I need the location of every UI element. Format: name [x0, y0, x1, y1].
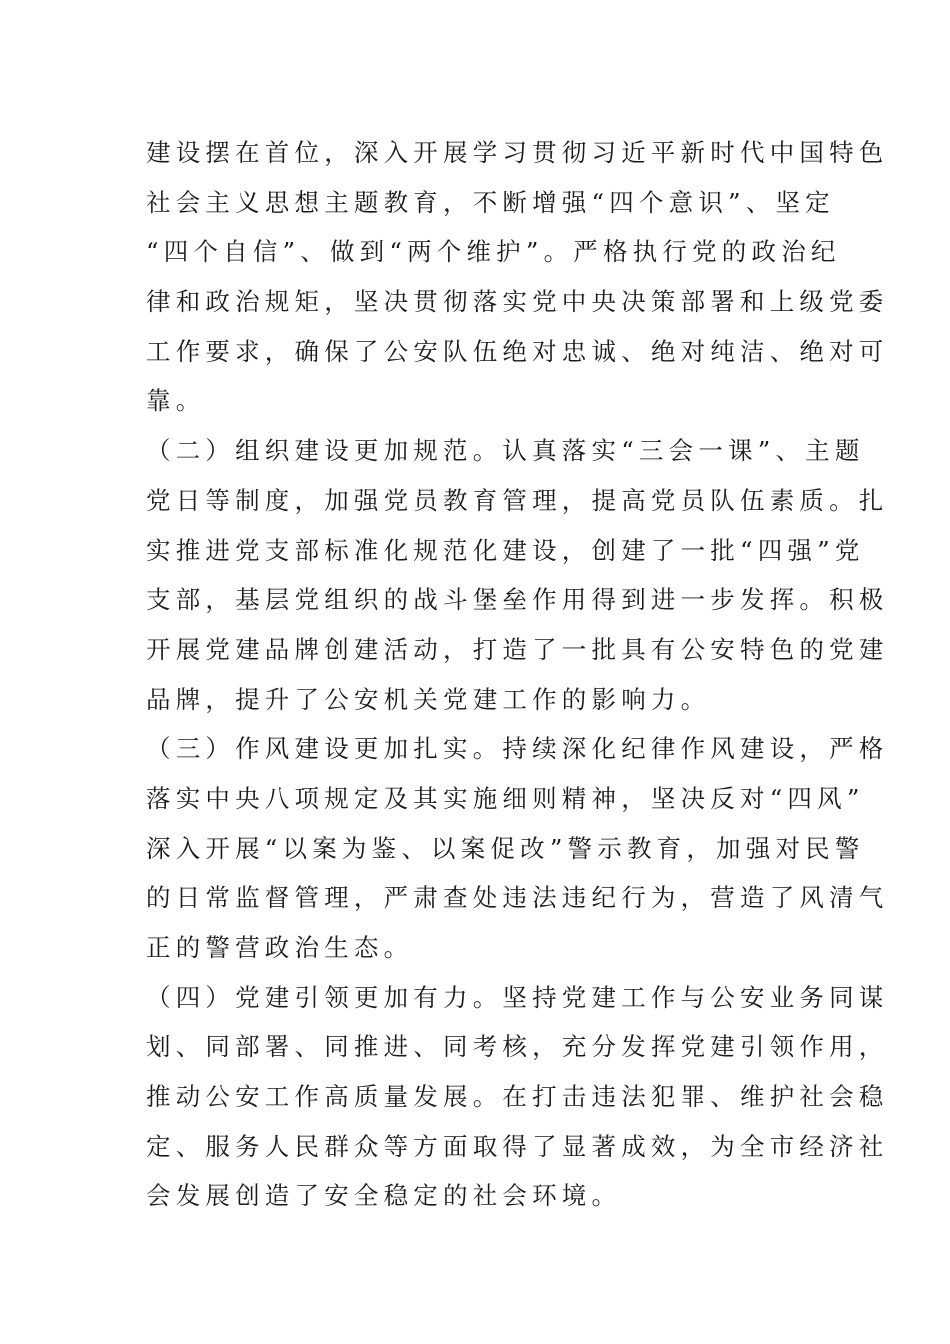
text-line-2: 社会主义思想主题教育，不断增强“四个意识”、坚定: [146, 187, 835, 217]
text-line-15: 深入开展“以案为鉴、以案促改”警示教育，加强对民警: [146, 833, 865, 863]
text-line-10: 支部，基层党组织的战斗堡垒作用得到进一步发挥。积极: [146, 585, 889, 615]
text-line-13: （三）作风建设更加扎实。持续深化纪律作风建设，严格: [146, 734, 889, 764]
text-line-20: 推动公安工作高质量发展。在打击违法犯罪、维护社会稳: [146, 1082, 889, 1112]
text-line-17: 正的警营政治生态。: [146, 933, 414, 962]
text-line-19: 划、同部署、同推进、同考核，充分发挥党建引领作用，: [146, 1032, 889, 1062]
text-line-4: 律和政治规矩，坚决贯彻落实党中央决策部署和上级党委: [146, 287, 889, 317]
document-body: [146, 128, 889, 1221]
text-line-11: 开展党建品牌创建活动，打造了一批具有公安特色的党建: [146, 634, 889, 664]
text-line-6: 靠。: [146, 386, 206, 416]
text-line-16: 的日常监督管理，严肃查处违法违纪行为，营造了风清气: [146, 883, 889, 913]
text-line-8: 党日等制度，加强党员教育管理，提高党员队伍素质。扎: [146, 485, 889, 515]
text-line-12: 品牌，提升了公安机关党建工作的影响力。: [146, 684, 711, 714]
text-line-3: “四个自信”、做到“两个维护”。严格执行党的政治纪: [146, 237, 841, 267]
text-line-21: 定、服务人民群众等方面取得了显著成效，为全市经济社: [146, 1131, 889, 1161]
text-line-5: 工作要求，确保了公安队伍绝对忠诚、绝对纯洁、绝对可: [146, 336, 889, 366]
text-line-14: 落实中央八项规定及其实施细则精神，坚决反对“四风”: [146, 783, 865, 813]
text-line-7: （二）组织建设更加规范。认真落实“三会一课”、主题: [146, 436, 865, 466]
text-line-9: 实推进党支部标准化规范化建设，创建了一批“四强”党: [146, 535, 865, 565]
text-line-18: （四）党建引领更加有力。坚持党建工作与公安业务同谋: [146, 982, 889, 1012]
text-line-1: 建设摆在首位，深入开展学习贯彻习近平新时代中国特色: [146, 138, 889, 167]
text-line-22: 会发展创造了安全稳定的社会环境。: [146, 1181, 622, 1211]
